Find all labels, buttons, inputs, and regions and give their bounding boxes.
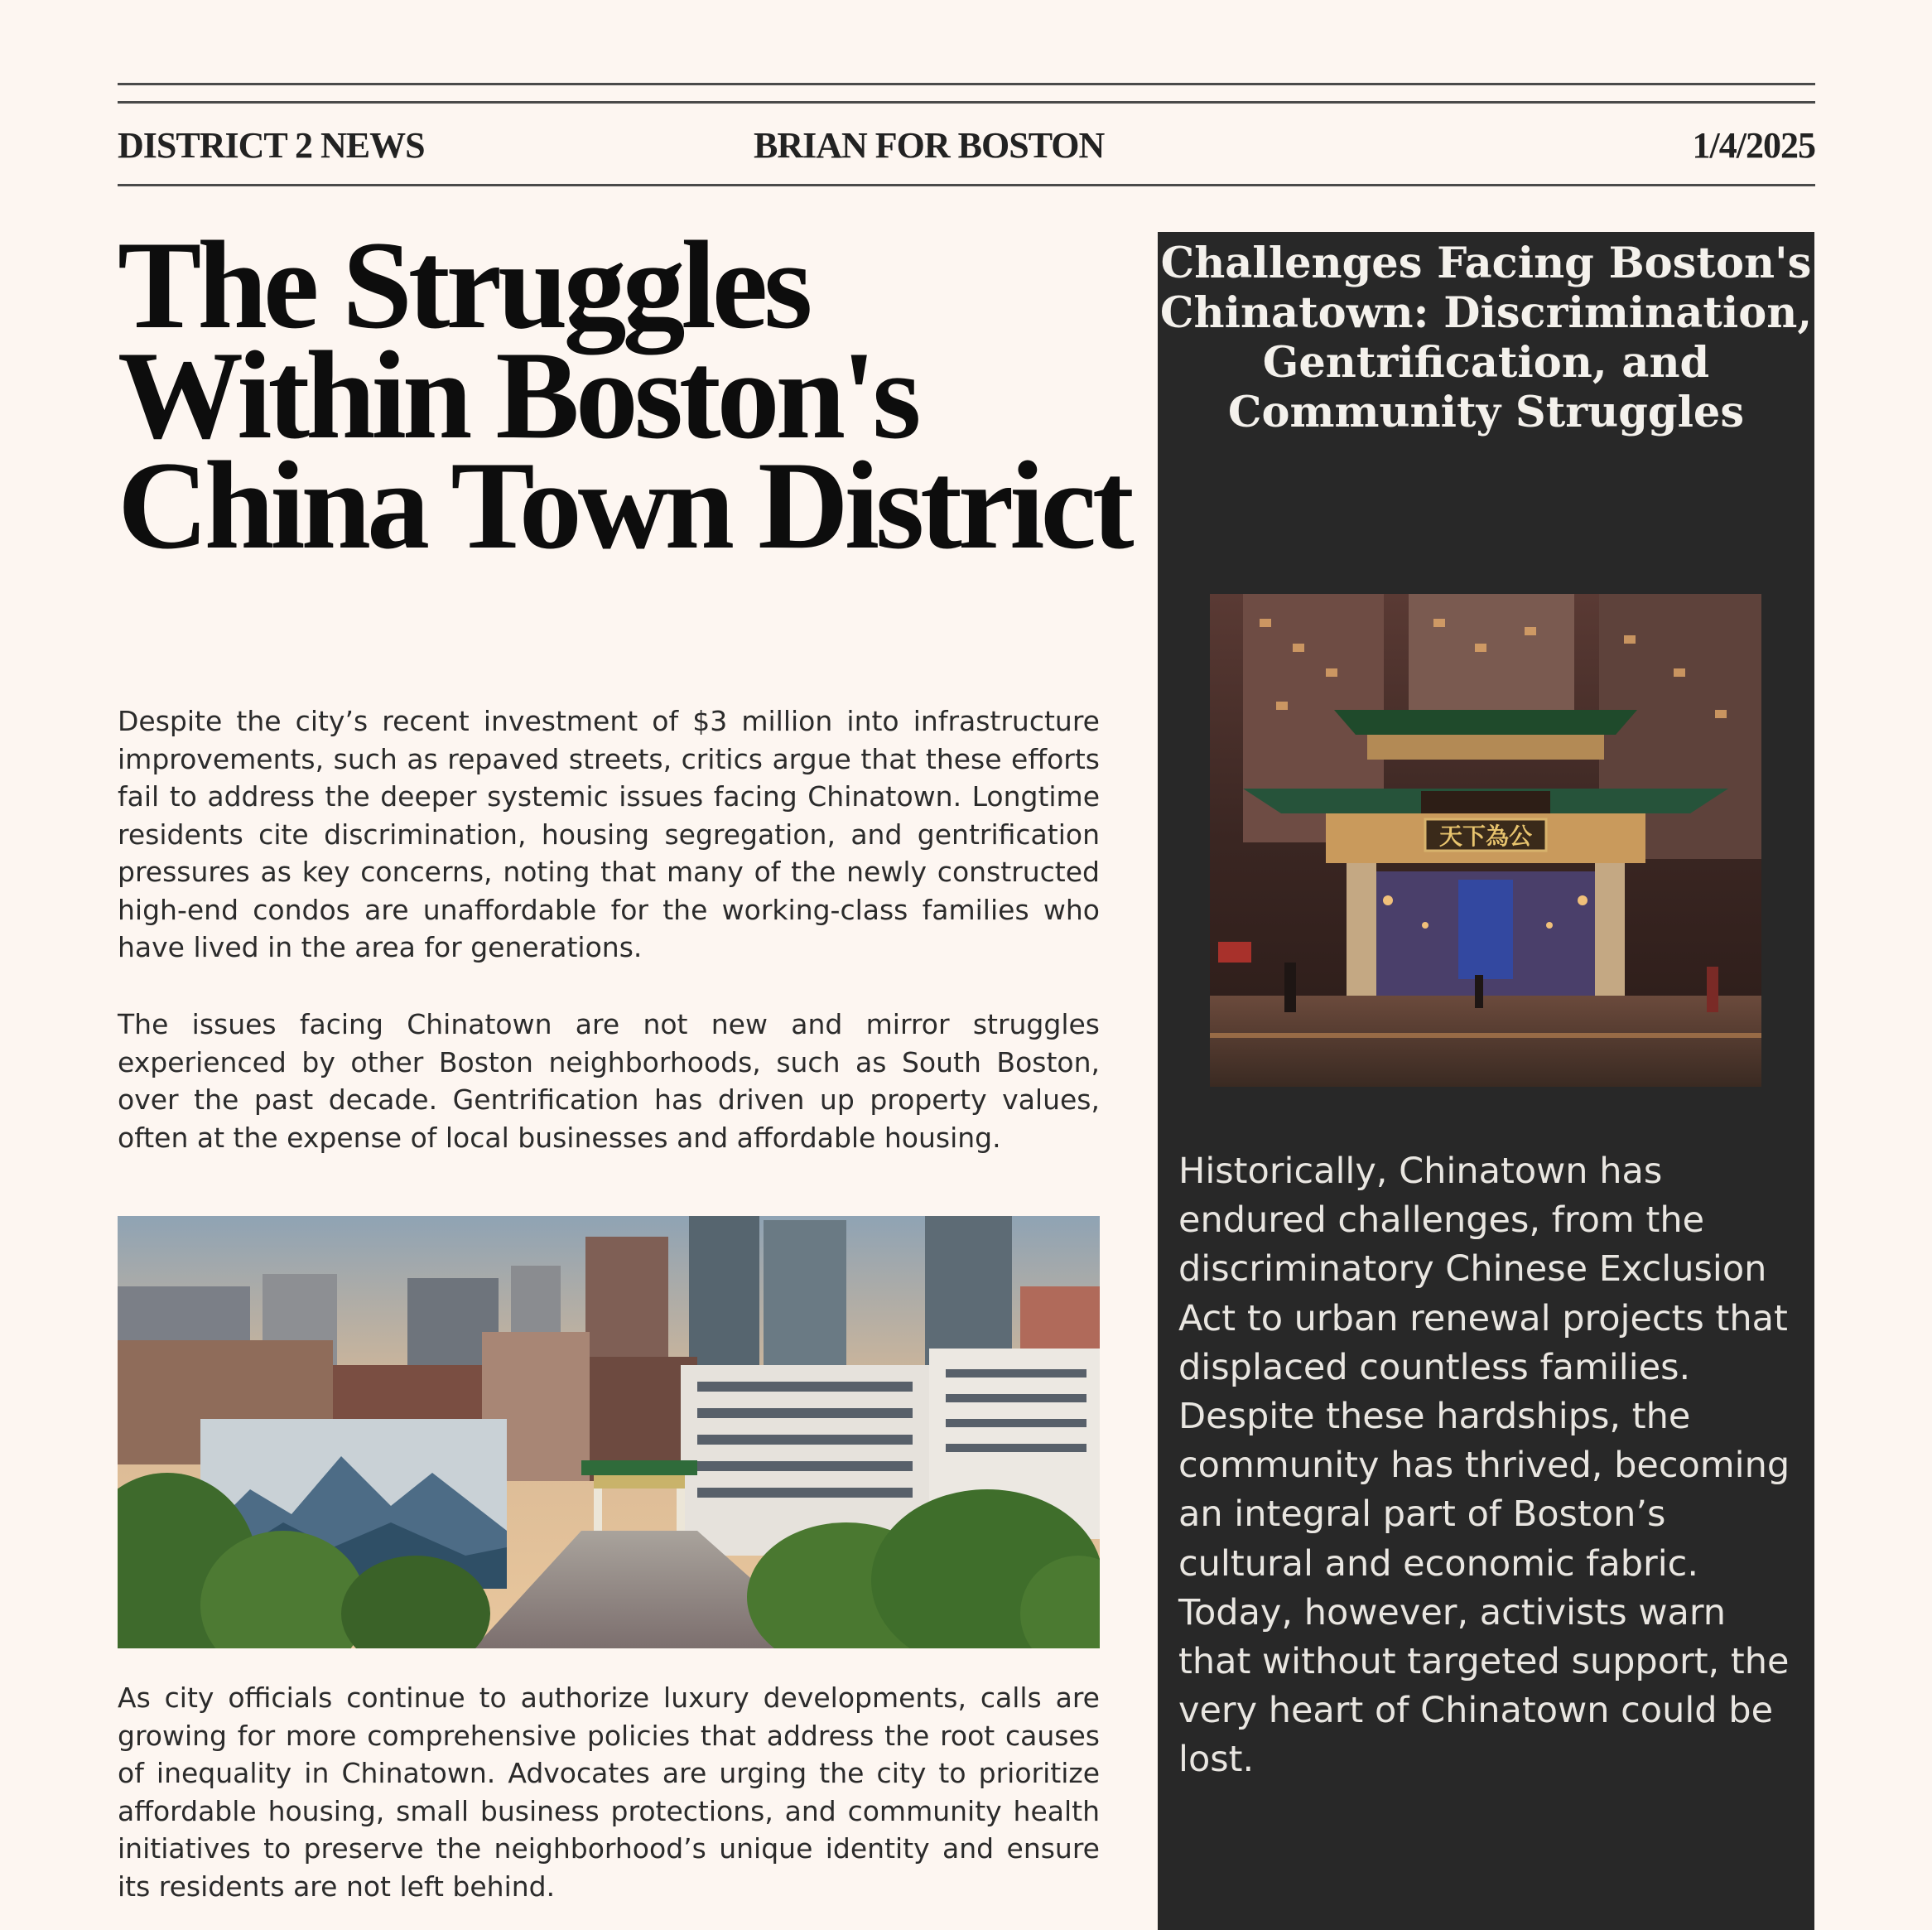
masthead-date: 1/4/2025 (1692, 125, 1815, 166)
article-paragraph-2: The issues facing Chinatown are not new and mirror struggles experienced by other Boston neighborhoods, such as South Boston, over the past decade. Gentrification has driven up property values, often at the expense of local businesses and affordable housing. (118, 1008, 1100, 1154)
article-paragraph-3: As city officials continue to authorize luxury developments, calls are growing for more comprehensive policies that address the root causes of inequality in Chinatown. Advocates are urging the city to prioritize affordable housing, small business protections, and community health initiatives to preserve the neighborhood’s unique identity and ensure its residents are not left behind. (118, 1682, 1100, 1903)
sidebar-body: Historically, Chinatown has endured challenges, from the discriminatory Chinese Exclusion Act to urban renewal projects that displaced countless families. Despite these hardships, the community has thrived, becoming an integral part of Boston’s cultural and economic fabric. Today, however, activists warn that without targeted support, the very heart of Chinatown could be lost. (1178, 1151, 1790, 1781)
masthead-publisher: BRIAN FOR BOSTON (754, 125, 1105, 166)
masthead-bottom-rule (118, 184, 1815, 186)
article-paragraph-1: Despite the city’s recent investment of $3 million into infrastructure improvements, such as repaved streets, critics argue that these efforts fail to address the deeper systemic issues facing Chinatown. Longtime residents cite discrimination, housing segregation, and gentrification pressures as key concerns, noting that many of the newly constructed high-end condos are unaffordable for the working-class families who have lived in the area for generations. (118, 705, 1100, 963)
gate-sign: 天下為公 (1438, 823, 1533, 850)
masthead (118, 116, 1815, 176)
top-rule-upper (118, 83, 1815, 85)
chinatown-gate-photo (1210, 594, 1761, 1087)
sidebar-title: Challenges Facing Boston's Chinatown: Discrimination, Gentrification, and Community Struggles (1159, 239, 1813, 437)
chinatown-street-photo (118, 1216, 1100, 1648)
masthead-section: DISTRICT 2 NEWS (118, 125, 425, 166)
article-headline: The Struggles Within Boston's China Town District (118, 215, 1130, 575)
top-rule-lower (118, 101, 1815, 104)
